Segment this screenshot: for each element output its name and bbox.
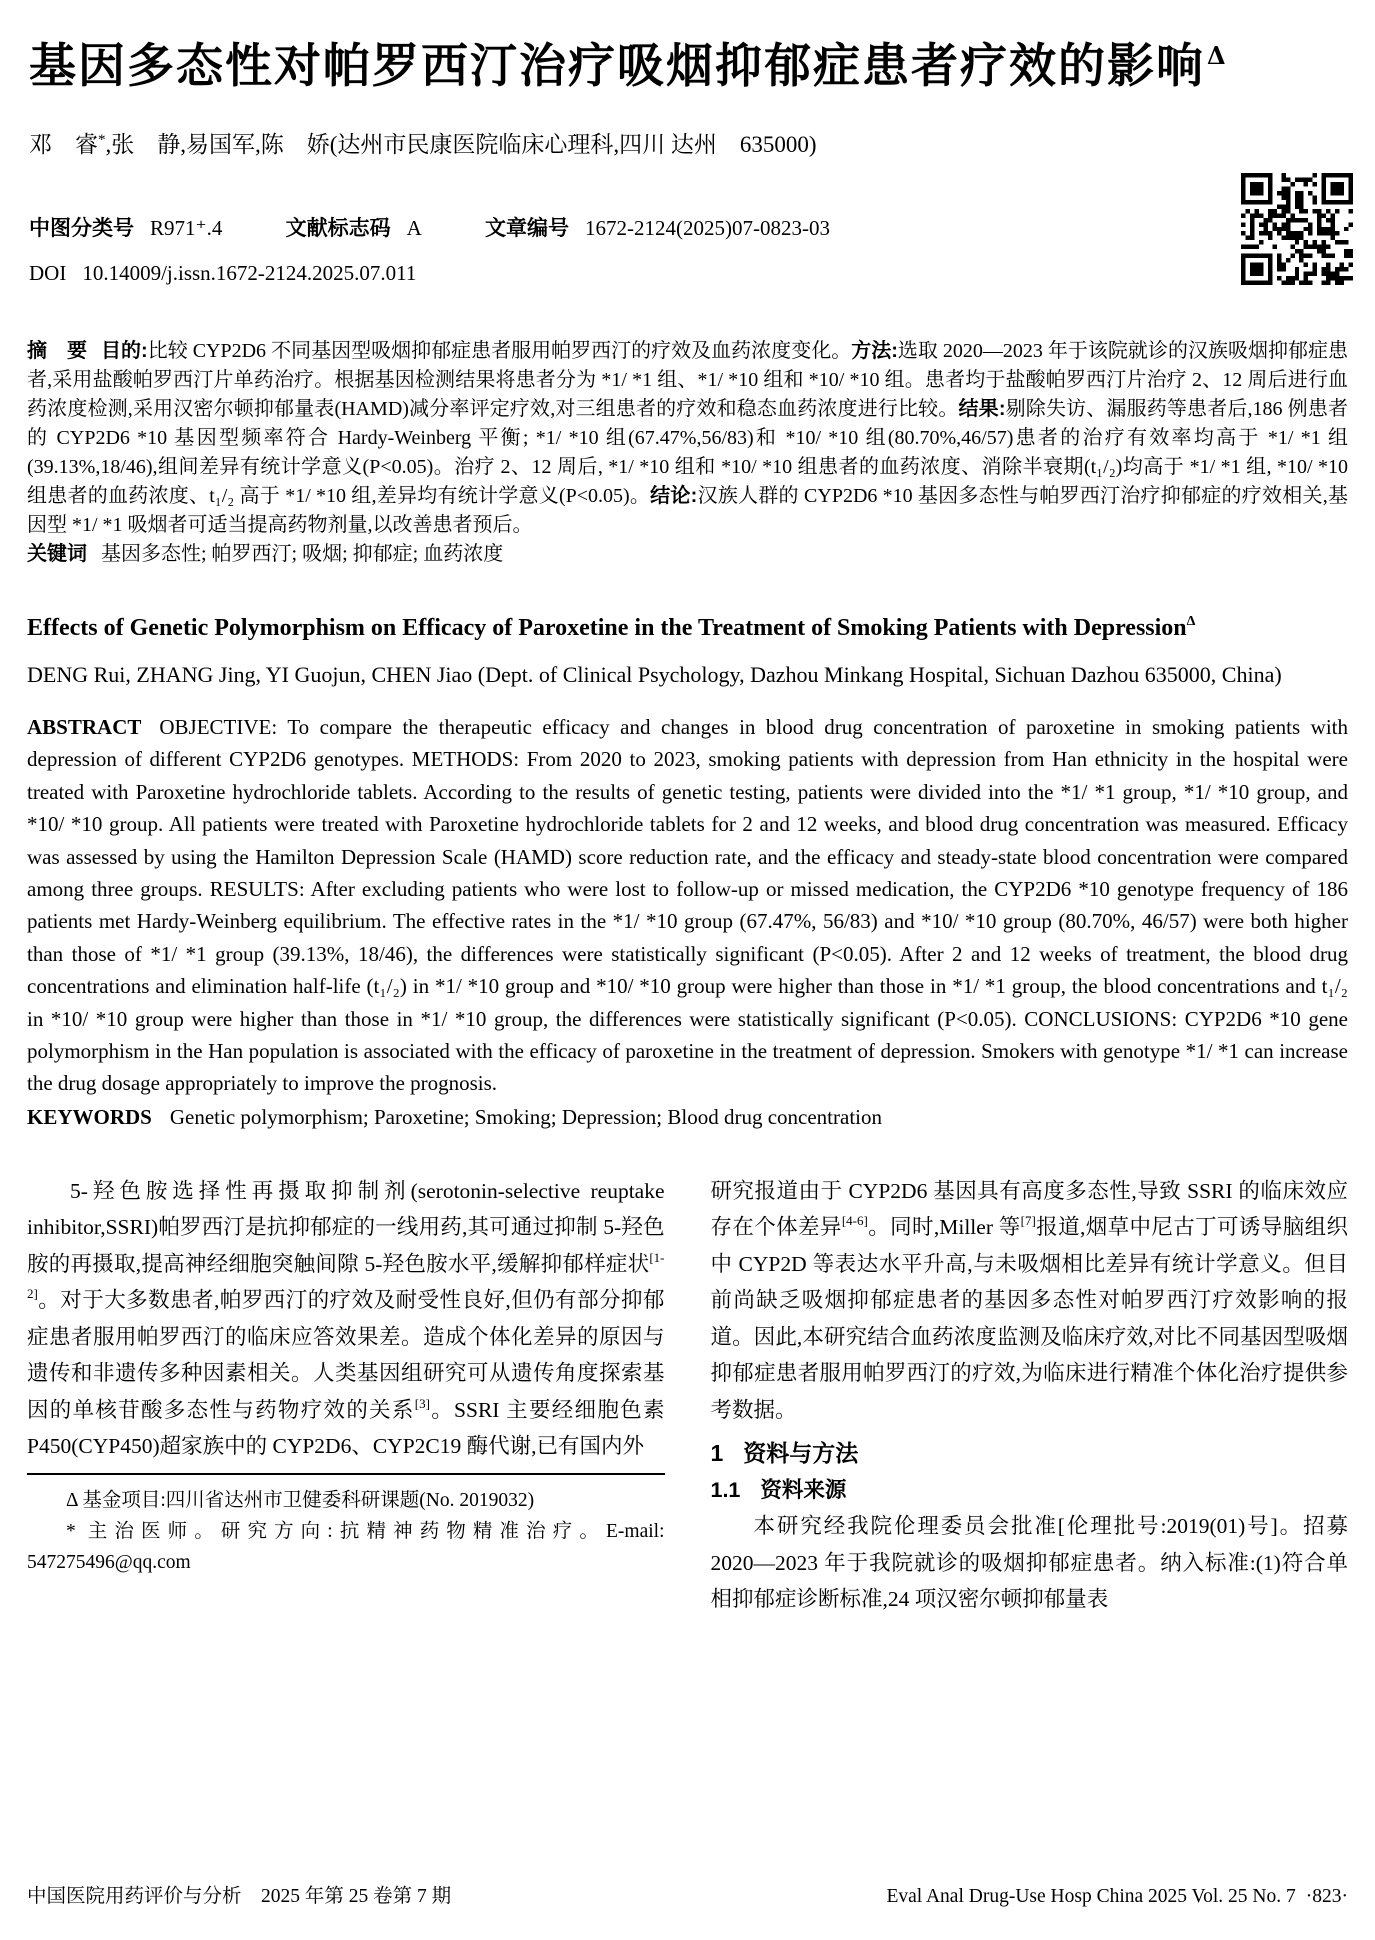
left-column bbox=[27, 1173, 665, 1618]
right-column bbox=[711, 1173, 1349, 1618]
article-title-en-text: Effects of Genetic Polymorphism on Efficacy of Paroxetine in the Treatment of Smoking Patients with Depression bbox=[27, 615, 1187, 641]
footer-journal-en: Eval Anal Drug-Use Hosp China 2025 Vol. 25 No. 7 bbox=[886, 1886, 1296, 1907]
clc-label: 中图分类号 bbox=[29, 217, 134, 240]
section-1-number: 1 bbox=[710, 1440, 724, 1467]
results-label: 结果: bbox=[958, 398, 1006, 420]
title-footnote-marker: Δ bbox=[1207, 41, 1228, 70]
doi-row bbox=[29, 259, 1348, 287]
article-title-en bbox=[27, 603, 1348, 647]
intro-paragraph bbox=[27, 1173, 665, 1465]
abstract-en-label: ABSTRACT bbox=[27, 715, 142, 739]
footer-right bbox=[876, 1884, 1348, 1910]
doi-value: 10.14009/j.issn.1672-2124.2025.07.011 bbox=[82, 261, 417, 285]
intro-text-5: 。同时,Miller 等 bbox=[867, 1215, 1021, 1240]
doi-label: DOI bbox=[29, 261, 67, 285]
intro-paragraph-continued bbox=[711, 1173, 1349, 1429]
keywords-zh-text: 基因多态性; 帕罗西汀; 吸烟; 抑郁症; 血药浓度 bbox=[101, 543, 504, 565]
article-id-group bbox=[485, 216, 830, 240]
intro-text-6: 报道,烟草中尼古丁可诱导脑组织中 CYP2D 等表达水平升高,与未吸烟相比差异有统计学意义。但目前尚缺乏吸烟抑郁症患者的基因多态性对帕罗西汀疗效影响的报道。因此,本研究结合血药浓度监测及临床疗效,对比不同基因型吸烟抑郁症患者服用帕罗西汀的疗效,为临床进行精准个体化治疗提供参考数据。 bbox=[710, 1215, 1348, 1422]
fund-note: Δ 基金项目:四川省达州市卫健委科研课题(No. 2019032) bbox=[66, 1489, 535, 1511]
section-1-title: 资料与方法 bbox=[743, 1440, 859, 1467]
results-text: 剔除失访、漏服药等患者后,186 例患者的 CYP2D6 *10 基因型频率符合 Hardy-Weinberg 平衡; *1/ *10 组(67.47%,56/83)和 *10/ *10 组(80.70%,46/57)患者的治疗有效率均高于 *1/ *1 组(39.13%,18/46),组间差异有统计学意义(P<0.05)。治疗 2、12 周后, *1/ *10 组和 *10/ *10 组患者的血药浓度、消除半衰期(t₁/₂)均高于 *1/ *1 组, *10/ *10 组患者的血药浓度、t₁/₂ 高于 *1/ *10 组,差异均有统计学意义(P<0.05)。 bbox=[27, 398, 1348, 507]
clc-value: R971⁺.4 bbox=[150, 216, 223, 240]
reference-4-6: [4-6] bbox=[841, 1213, 868, 1229]
section-1-1-title: 资料来源 bbox=[760, 1478, 847, 1503]
article-title-zh-text: 基因多态性对帕罗西汀治疗吸烟抑郁症患者疗效的影响 bbox=[29, 39, 1205, 94]
abstract-en-text: OBJECTIVE: To compare the therapeutic efficacy and changes in blood drug concentration of paroxetine in smoking patients with depression of different CYP2D6 genotypes. METHODS: From 2020 to 2023, smoking patients with depression from Han ethnicity in the hospital were treated with Paroxetine hydrochloride tablets. According to the results of genetic testing, patients were divided into the *1/ *1 group, *1/ *10 group, and *10/ *10 group. All patients were treated with Paroxetine hydrochloride tablets for 2 and 12 weeks, and blood drug concentration was measured. Efficacy was assessed by using the Hamilton Depression Scale (HAMD) score reduction rate, and the efficacy and steady-state blood concentration were compared among three groups. RESULTS: After excluding patients who were lost to follow-up or missed medication, the CYP2D6 *10 genotype frequency of 186 patients met Hardy-Weinberg equilibrium. The effective rates in the *1/ *10 group (67.47%, 56/83) and *10/ *10 group (80.70%, 46/57) were both higher than those of *1/ *1 group (39.13%, 18/46), the differences were statistically significant (P<0.05). After 2 and 12 weeks of treatment, the blood drug concentrations and elimination half-life (t₁/₂) in *1/ *10 group and *10/ *10 group were higher than those in *1/ *1 group, the blood concentrations and t₁/₂ in *10/ *10 group were higher than those in *1/ *10 group, the differences were statistically significant (P<0.05). CONCLUSIONS: CYP2D6 *10 gene polymorphism in the Han population is associated with the efficacy of paroxetine in the treatment of depression. Smokers with genotype *1/ *1 can increase the drug dosage appropriately to improve the prognosis. bbox=[27, 715, 1348, 1096]
title-en-footnote-marker: Δ bbox=[1186, 614, 1196, 629]
section-1-1-number: 1.1 bbox=[710, 1478, 741, 1503]
keywords-en-text: Genetic polymorphism; Paroxetine; Smoking; Depression; Blood drug concentration bbox=[169, 1104, 882, 1129]
abstract-zh bbox=[27, 337, 1348, 540]
reference-1-2: [1-2] bbox=[27, 1249, 665, 1302]
methods-text: 选取 2020—2023 年于该院就诊的汉族吸烟抑郁症患者,采用盐酸帕罗西汀片单药治疗。根据基因检测结果将患者分为 *1/ *1 组、*1/ *10 组和 *10/ *10 组。患者均于盐酸帕罗西汀片治疗 2、12 周后进行血药浓度检测,采用汉密尔顿抑郁量表(HAMD)减分率评定疗效,对三组患者的疗效和稳态血药浓度进行比较。 bbox=[27, 340, 1348, 420]
data-source-paragraph: 本研究经我院伦理委员会批准[伦理批号:2019(01)号]。招募 2020—2023 年于我院就诊的吸烟抑郁症患者。纳入标准:(1)符合单相抑郁症诊断标准,24 项汉密尔顿抑郁量表 bbox=[710, 1514, 1348, 1612]
conclusion-text: 汉族人群的 CYP2D6 *10 基因多态性与帕罗西汀治疗抑郁症的疗效相关,基因型 *1/ *1 吸烟者可适当提高药物剂量,以改善患者预后。 bbox=[27, 485, 1348, 536]
footer-journal-zh: 中国医院用药评价与分析 2025 年第 25 卷第 7 期 bbox=[27, 1886, 452, 1907]
intro-text-4: 研究报道由于 CYP2D6 基因具有高度多态性,导致 SSRI 的临床效应存在个体差异 bbox=[710, 1178, 1348, 1240]
doc-code-label: 文献标志码 bbox=[285, 217, 391, 240]
article-title-zh bbox=[29, 28, 1348, 95]
intro-text-1: 5-羟色胺选择性再摄取抑制剂(serotonin-selective reuptake inhibitor,SSRI)帕罗西汀是抗抑郁症的一线用药,其可通过抑制 5-羟色胺的再摄取,提高神经细胞突触间隙 5-羟色胺水平,缓解抑郁样症状 bbox=[27, 1178, 665, 1276]
doc-code-value: A bbox=[406, 216, 422, 240]
corresponding-author-marker: * bbox=[98, 132, 106, 148]
keywords-zh-label: 关键词 bbox=[27, 543, 87, 565]
intro-text-2: 。对于大多数患者,帕罗西汀的疗效及耐受性良好,但仍有部分抑郁症患者服用帕罗西汀的临床应答效果差。造成个体化差异的原因与遗传和非遗传多种因素相关。人类基因组研究可从遗传角度探索基因的单核苷酸多态性与药物疗效的关系 bbox=[27, 1288, 665, 1422]
reference-7: [7] bbox=[1020, 1213, 1036, 1229]
intro-text-3: 。SSRI 主要经细胞色素 P450(CYP450)超家族中的 CYP2D6、CYP2C19 酶代谢,已有国内外 bbox=[27, 1397, 665, 1459]
reference-3: [3] bbox=[414, 1395, 430, 1411]
article-id-label: 文章编号 bbox=[485, 217, 570, 240]
keywords-zh bbox=[27, 540, 1348, 569]
doc-code-group bbox=[286, 216, 422, 240]
authors-affiliation: ,张 静,易国军,陈 娇(达州市民康医院临床心理科,四川 达州 635000) bbox=[105, 132, 817, 157]
abstract-zh-label: 摘 要 bbox=[27, 340, 88, 362]
footnote-block bbox=[27, 1473, 665, 1578]
keywords-en-label: KEYWORDS bbox=[27, 1104, 152, 1129]
clc-group bbox=[29, 216, 222, 240]
page-number: ·823· bbox=[1305, 1886, 1348, 1907]
qr-code bbox=[1241, 173, 1353, 285]
section-1-heading bbox=[711, 1436, 1349, 1470]
authors-en: DENG Rui, ZHANG Jing, YI Guojun, CHEN Jiao (Dept. of Clinical Psychology, Dazhou Minkang Hospital, Sichuan Dazhou 635000, China) bbox=[27, 662, 1282, 687]
conclusion-label: 结论: bbox=[650, 485, 698, 507]
abstract-en bbox=[27, 711, 1348, 1100]
article-id-value: 1672-2124(2025)07-0823-03 bbox=[585, 216, 830, 240]
objective-label: 目的: bbox=[101, 340, 148, 362]
methods-label: 方法: bbox=[851, 340, 898, 362]
section-1-1-heading bbox=[711, 1474, 1349, 1506]
authors-zh bbox=[29, 125, 1348, 160]
objective-text: 比较 CYP2D6 不同基因型吸烟抑郁症患者服用帕罗西汀的疗效及血药浓度变化。 bbox=[147, 340, 852, 362]
first-author-name: 邓 睿 bbox=[29, 132, 98, 157]
author-note: * 主治医师。研究方向:抗精神药物精准治疗。E-mail: 547275496@qq.com bbox=[27, 1520, 665, 1573]
page-footer bbox=[27, 1884, 1348, 1910]
keywords-en bbox=[27, 1101, 1348, 1133]
meta-row bbox=[29, 214, 1348, 243]
body-columns bbox=[27, 1173, 1348, 1618]
